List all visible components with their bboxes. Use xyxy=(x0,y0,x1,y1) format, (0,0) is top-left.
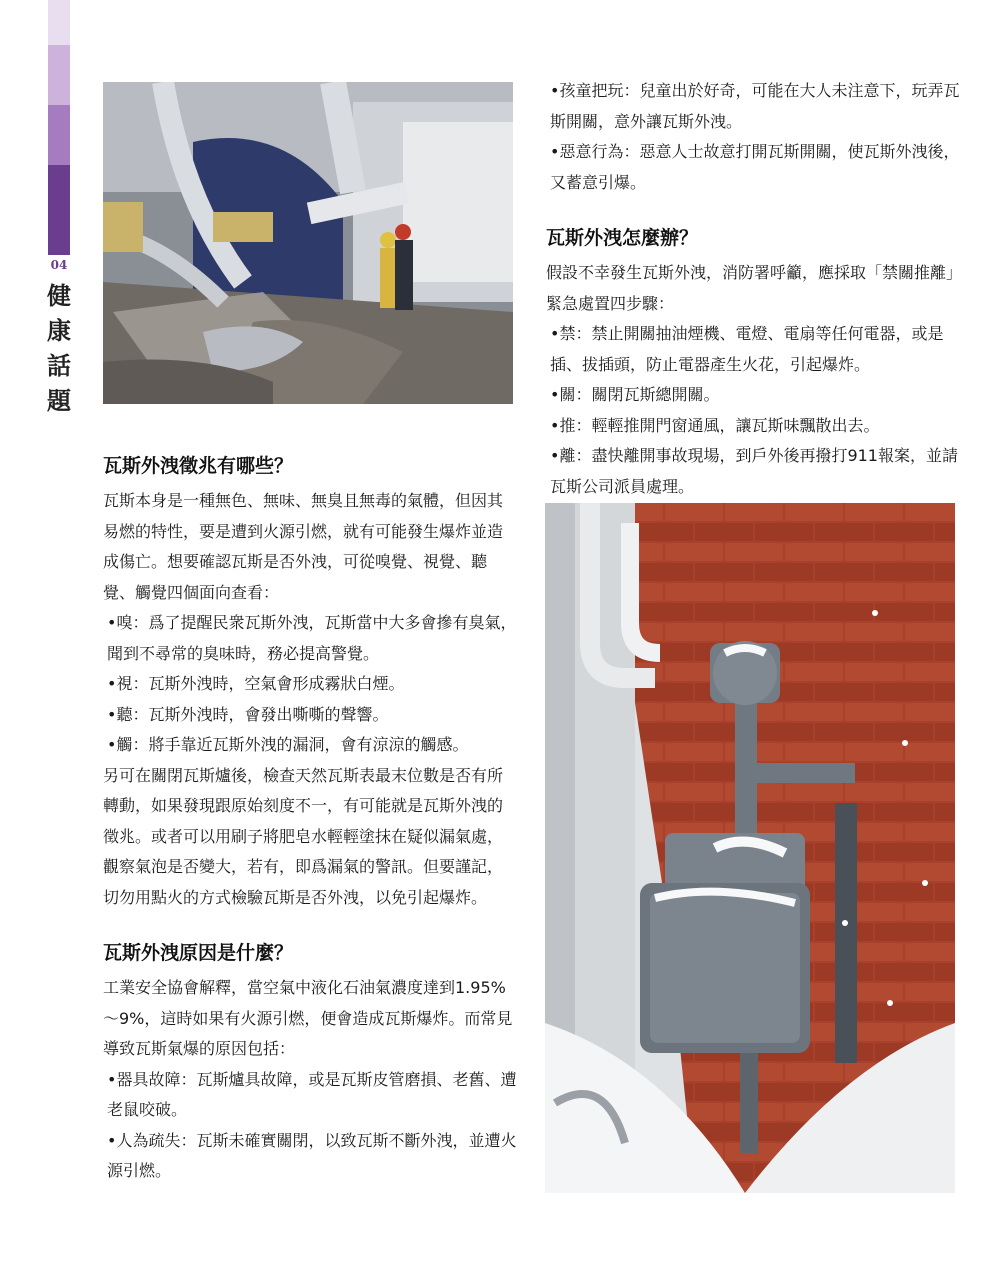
list-item-step-leave: •離：盡快離開事故現場，到戶外後再撥打911報案，並請瓦斯公司派員處理。 xyxy=(550,446,958,496)
edge-tab-strong xyxy=(48,105,70,165)
list-item-appliance-fault: •器具故障：瓦斯爐具故障，或是瓦斯皮管磨損、老舊、遭老鼠咬破。 xyxy=(107,1069,517,1119)
paragraph-meter-check: 另可在關閉瓦斯爐後，檢查天然瓦斯表最末位數是否有所轉動，如果發現跟原始刻度不一，有可能就是瓦斯外洩的徵兆。或者可以用刷子將肥皂水輕輕塗抹在疑似漏氣處，觀察氣泡是否變大，若有，即爲漏氣的警訊。但要謹記，切勿用點火的方式檢驗瓦斯是否外洩，以免引起爆炸。 xyxy=(103,765,504,907)
heading-gas-leak-signs: 瓦斯外洩徵兆有哪些？ xyxy=(103,455,294,477)
list-item-child-play: •孩童把玩：兒童出於好奇，可能在大人未注意下，玩弄瓦斯開關，意外讓瓦斯外洩。 xyxy=(550,81,960,131)
heading-gas-leak-causes: 瓦斯外洩原因是什麼？ xyxy=(103,942,294,964)
paragraph-gas-properties: 瓦斯本身是一種無色、無味、無臭且無毒的氣體，但因其易燃的特性，要是遭到火源引燃，就有可能發生爆炸並造成傷亡。想要確認瓦斯是否外洩，可從嗅覺、視覺、聽覺、觸覺四個面向查看： xyxy=(103,491,504,602)
list-item-human-error: •人為疏失：瓦斯未確實關閉，以致瓦斯不斷外洩，並遭火源引燃。 xyxy=(107,1130,517,1180)
edge-tab-mid xyxy=(48,45,70,105)
list-item-step-ventilate: •推：輕輕推開門窗通風，讓瓦斯味飄散出去。 xyxy=(550,415,880,435)
page-number: 04 xyxy=(50,258,68,272)
list-item-step-close: •關：關閉瓦斯總開關。 xyxy=(550,385,720,404)
paragraph-steps-intro: 假設不幸發生瓦斯外洩，消防署呼籲，應採取「禁關推離」緊急處置四步驟： xyxy=(546,263,955,313)
right-column xyxy=(546,76,961,502)
list-item-touch: •觸：將手靠近瓦斯外洩的漏洞，會有涼涼的觸感。 xyxy=(107,735,469,754)
gas-meter-photo xyxy=(545,503,955,1193)
edge-tab-light xyxy=(48,0,70,45)
paragraph-cause-intro: 工業安全協會解釋，當空氣中液化石油氣濃度達到1.95%～9%，這時如果有火源引燃，便會造成瓦斯爆炸。而常見導致瓦斯氣爆的原因包括： xyxy=(103,978,513,1058)
list-item-malicious: •惡意行為：惡意人士故意打開瓦斯開關，使瓦斯外洩後，又蓄意引爆。 xyxy=(550,142,960,192)
list-item-smell: •嗅：爲了提醒民衆瓦斯外洩，瓦斯當中大多會摻有臭氣，聞到不尋常的臭味時，務必提高警覺。 xyxy=(107,613,517,663)
edge-tab-accent xyxy=(48,165,70,255)
explosion-scene-photo xyxy=(103,82,513,404)
list-item-step-prohibit: •禁：禁止開關抽油煙機、電燈、電扇等任何電器，或是插、拔插頭，防止電器產生火花，引起爆炸。 xyxy=(550,324,944,374)
list-item-sight: •視：瓦斯外洩時，空氣會形成霧狀白煙。 xyxy=(107,674,405,693)
list-item-hearing: •聽：瓦斯外洩時，會發出嘶嘶的聲響。 xyxy=(107,704,389,724)
section-title: 健康話題 xyxy=(47,281,71,415)
left-column xyxy=(103,452,518,1187)
heading-what-to-do: 瓦斯外洩怎麼辦？ xyxy=(546,227,699,249)
